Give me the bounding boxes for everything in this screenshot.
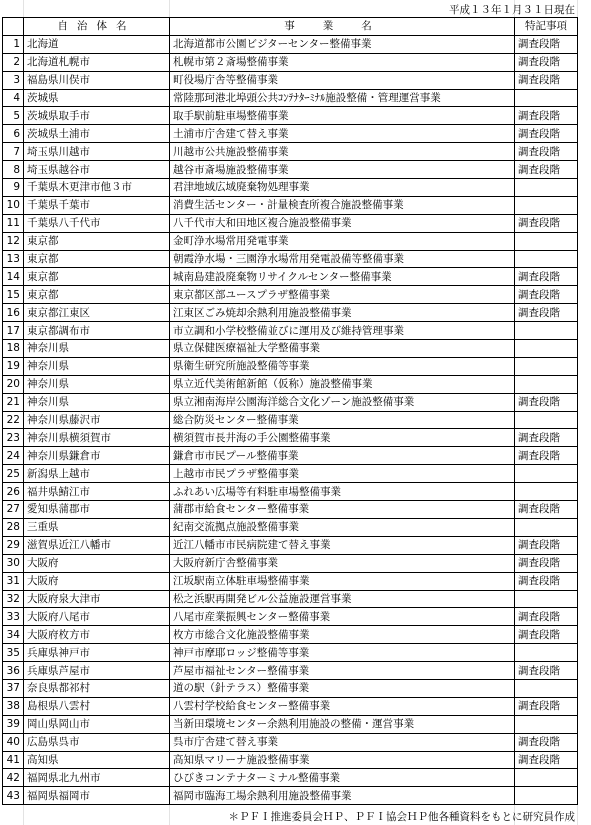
note-cell: 調査段階 [515,733,578,751]
table-row [3,697,578,715]
row-number: 4 [3,89,24,107]
row-number: 37 [3,679,24,697]
project-cell: 蒲郡市給食センター整備事業 [170,501,515,519]
table-row [3,250,578,268]
table-row [3,483,578,501]
table-row [3,662,578,680]
table-row [3,787,578,805]
municipality-cell: 千葉県木更津市他３市 [24,179,170,197]
project-cell: ひびきコンテナターミナル整備事業 [170,769,515,787]
table-row [3,268,578,286]
table-row [3,375,578,393]
note-cell: 調査段階 [515,501,578,519]
project-cell: 松之浜駅再開発ビル公益施設運営事業 [170,590,515,608]
municipality-cell: 神奈川県横須賀市 [24,429,170,447]
row-number: 8 [3,161,24,179]
project-cell: 東京都区部ユースプラザ整備事業 [170,286,515,304]
project-cell: 芦屋市福祉センター整備事業 [170,662,515,680]
municipality-cell: 埼玉県川越市 [24,143,170,161]
municipality-cell: 千葉県八千代市 [24,214,170,232]
note-cell: 調査段階 [515,626,578,644]
municipality-cell: 東京都 [24,286,170,304]
table-row [3,626,578,644]
project-cell: 大阪府新庁舎整備事業 [170,554,515,572]
municipality-cell: 北海道札幌市 [24,53,170,71]
row-number: 40 [3,733,24,751]
row-number: 29 [3,536,24,554]
note-cell: 調査段階 [515,393,578,411]
municipality-cell: 大阪府八尾市 [24,608,170,626]
row-number: 25 [3,465,24,483]
source-note: ＊ＰＦＩ推進委員会ＨＰ、ＰＦＩ協会ＨＰ他各種資料をもとに研究員作成 [228,811,575,823]
municipality-cell: 北海道 [24,35,170,53]
project-cell: 紀南交流拠点施設整備事業 [170,518,515,536]
municipality-cell: 神奈川県 [24,375,170,393]
table-row [3,35,578,53]
row-number: 23 [3,429,24,447]
project-cell: 札幌市第２斎場整備事業 [170,53,515,71]
table-row [3,429,578,447]
table-row [3,322,578,340]
table-row [3,715,578,733]
pfi-project-table [2,17,578,805]
municipality-cell: 兵庫県神戸市 [24,644,170,662]
table-row [3,393,578,411]
as-of-date: 平成１３年１月３１日現在 [449,4,575,16]
row-number: 20 [3,375,24,393]
table-row [3,518,578,536]
project-cell: 県立湘南海岸公園海洋総合文化ゾーン施設整備事業 [170,393,515,411]
municipality-cell: 茨城県取手市 [24,107,170,125]
project-cell: 上越市市民プラザ整備事業 [170,465,515,483]
municipality-cell: 千葉県千葉市 [24,196,170,214]
row-number: 43 [3,787,24,805]
row-number: 39 [3,715,24,733]
row-number: 26 [3,483,24,501]
table-row [3,53,578,71]
table-body [3,35,578,804]
table-row [3,536,578,554]
table-row [3,608,578,626]
municipality-cell: 神奈川県藤沢市 [24,411,170,429]
header-project: 事業名 [170,18,515,36]
municipality-cell: 島根県八雲村 [24,697,170,715]
municipality-cell: 福島県川俣市 [24,71,170,89]
project-cell: 北海道都市公園ビジターセンター整備事業 [170,35,515,53]
row-number: 31 [3,572,24,590]
note-cell [515,465,578,483]
row-number: 16 [3,304,24,322]
municipality-cell: 大阪府 [24,554,170,572]
note-cell: 調査段階 [515,304,578,322]
municipality-cell: 東京都 [24,250,170,268]
row-number: 3 [3,71,24,89]
table-row [3,304,578,322]
note-cell [515,769,578,787]
project-cell: 金町浄水場常用発電事業 [170,232,515,250]
row-number: 34 [3,626,24,644]
note-cell [515,787,578,805]
header-note: 特記事項 [515,18,578,36]
municipality-cell: 滋賀県近江八幡市 [24,536,170,554]
row-number: 10 [3,196,24,214]
project-cell: 福岡市臨海工場余熱利用施設整備事業 [170,787,515,805]
note-cell: 調査段階 [515,214,578,232]
municipality-cell: 東京都江東区 [24,304,170,322]
date-row [0,0,577,17]
project-cell: 常陸那珂港北埠頭公共ｺﾝﾃﾅﾀｰﾐﾅﾙ施設整備・管理運営事業 [170,89,515,107]
row-number: 28 [3,518,24,536]
table-row [3,590,578,608]
row-number: 24 [3,447,24,465]
table-header-row [3,18,578,36]
municipality-cell: 神奈川県 [24,340,170,358]
project-cell: 城南島建設廃棄物リサイクルセンター整備事業 [170,268,515,286]
table-row [3,769,578,787]
project-cell: 市立調和小学校整備並びに運用及び維持管理事業 [170,322,515,340]
row-number: 14 [3,268,24,286]
municipality-cell: 高知県 [24,751,170,769]
project-cell: 八千代市大和田地区複合施設整備事業 [170,214,515,232]
table-row [3,447,578,465]
project-cell: 当新田環境センター余熱利用施設の整備・運営事業 [170,715,515,733]
project-cell: 消費生活センター・計量検査所複合施設整備事業 [170,196,515,214]
project-cell: 土浦市庁舎建て替え事業 [170,125,515,143]
row-number: 33 [3,608,24,626]
municipality-cell: 神奈川県鎌倉市 [24,447,170,465]
municipality-cell: 神奈川県 [24,357,170,375]
note-cell [515,196,578,214]
project-cell: 近江八幡市市民病院建て替え事業 [170,536,515,554]
municipality-cell: 東京都 [24,232,170,250]
row-number: 12 [3,232,24,250]
project-cell: 横須賀市長井海の手公園整備事業 [170,429,515,447]
note-cell [515,518,578,536]
project-cell: 朝霞浄水場・三園浄水場常用発電設備等整備事業 [170,250,515,268]
municipality-cell: 広島県呉市 [24,733,170,751]
note-cell: 調査段階 [515,536,578,554]
note-cell: 調査段階 [515,751,578,769]
row-number: 6 [3,125,24,143]
project-cell: 道の駅（針テラス）整備事業 [170,679,515,697]
project-cell: 呉市庁舎建て替え事業 [170,733,515,751]
note-cell: 調査段階 [515,662,578,680]
note-cell [515,179,578,197]
row-number: 2 [3,53,24,71]
municipality-cell: 岡山県岡山市 [24,715,170,733]
note-cell: 調査段階 [515,143,578,161]
project-cell: 神戸市摩耶ロッジ整備等事業 [170,644,515,662]
project-cell: 江坂駅南立体駐車場整備事業 [170,572,515,590]
note-cell: 調査段階 [515,268,578,286]
table-row [3,465,578,483]
row-number: 1 [3,35,24,53]
municipality-cell: 福井県鯖江市 [24,483,170,501]
row-number: 30 [3,554,24,572]
note-cell [515,483,578,501]
row-number: 15 [3,286,24,304]
table-row [3,554,578,572]
note-cell [515,89,578,107]
project-cell: 県立近代美術館新館（仮称）施設整備事業 [170,375,515,393]
note-cell: 調査段階 [515,125,578,143]
note-cell [515,411,578,429]
project-cell: 鎌倉市市民プール整備事業 [170,447,515,465]
note-cell [515,679,578,697]
row-number: 9 [3,179,24,197]
project-cell: 川越市公共施設整備事業 [170,143,515,161]
table-row [3,125,578,143]
note-cell [515,357,578,375]
project-cell: 八尾市産業振興センター整備事業 [170,608,515,626]
project-cell: 総合防災センター整備事業 [170,411,515,429]
row-number: 27 [3,501,24,519]
project-cell: 町役場庁舎等整備事業 [170,71,515,89]
municipality-cell: 神奈川県 [24,393,170,411]
table-row [3,340,578,358]
municipality-cell: 愛知県蒲郡市 [24,501,170,519]
municipality-cell: 東京都 [24,268,170,286]
project-cell: 枚方市総合文化施設整備事業 [170,626,515,644]
project-cell: 高知県マリーナ施設整備事業 [170,751,515,769]
note-cell: 調査段階 [515,608,578,626]
header-number [3,18,24,36]
project-cell: 県衛生研究所施設整備等事業 [170,357,515,375]
table-row [3,179,578,197]
municipality-cell: 福岡県福岡市 [24,787,170,805]
row-number: 42 [3,769,24,787]
row-number: 18 [3,340,24,358]
table-row [3,107,578,125]
table-row [3,733,578,751]
table-row [3,411,578,429]
municipality-cell: 福岡県北九州市 [24,769,170,787]
municipality-cell: 奈良県都祁村 [24,679,170,697]
row-number: 41 [3,751,24,769]
note-cell [515,322,578,340]
table-row [3,644,578,662]
municipality-cell: 埼玉県越谷市 [24,161,170,179]
municipality-cell: 大阪府泉大津市 [24,590,170,608]
row-number: 32 [3,590,24,608]
municipality-cell: 大阪府枚方市 [24,626,170,644]
note-cell: 調査段階 [515,554,578,572]
table-row [3,357,578,375]
note-cell: 調査段階 [515,161,578,179]
row-number: 21 [3,393,24,411]
note-cell [515,590,578,608]
table-row [3,89,578,107]
note-cell: 調査段階 [515,286,578,304]
note-cell: 調査段階 [515,429,578,447]
note-cell [515,644,578,662]
project-cell: ふれあい広場等有料駐車場整備事業 [170,483,515,501]
row-number: 5 [3,107,24,125]
note-cell: 調査段階 [515,572,578,590]
header-municipality: 自治体名 [24,18,170,36]
note-cell [515,375,578,393]
table-row [3,232,578,250]
project-cell: 君津地域広域廃棄物処理事業 [170,179,515,197]
municipality-cell: 新潟県上越市 [24,465,170,483]
note-cell [515,715,578,733]
project-cell: 江東区ごみ焼却余熱利用施設整備事業 [170,304,515,322]
table-row [3,286,578,304]
table-row [3,679,578,697]
row-number: 19 [3,357,24,375]
project-cell: 八雲村学校給食センター整備事業 [170,697,515,715]
project-cell: 越谷市斎場施設整備事業 [170,161,515,179]
note-cell [515,250,578,268]
note-cell: 調査段階 [515,447,578,465]
row-number: 11 [3,214,24,232]
table-row [3,196,578,214]
municipality-cell: 茨城県 [24,89,170,107]
note-cell [515,340,578,358]
row-number: 13 [3,250,24,268]
row-number: 22 [3,411,24,429]
project-cell: 県立保健医療福祉大学整備事業 [170,340,515,358]
municipality-cell: 兵庫県芦屋市 [24,662,170,680]
row-number: 38 [3,697,24,715]
municipality-cell: 大阪府 [24,572,170,590]
table-row [3,214,578,232]
municipality-cell: 三重県 [24,518,170,536]
table-row [3,751,578,769]
table-row [3,161,578,179]
note-cell: 調査段階 [515,53,578,71]
table-row [3,501,578,519]
municipality-cell: 茨城県土浦市 [24,125,170,143]
row-number: 7 [3,143,24,161]
table-row [3,572,578,590]
row-number: 36 [3,662,24,680]
note-cell [515,232,578,250]
table-row [3,143,578,161]
municipality-cell: 東京都調布市 [24,322,170,340]
row-number: 17 [3,322,24,340]
table-row [3,71,578,89]
note-cell: 調査段階 [515,107,578,125]
note-cell: 調査段階 [515,71,578,89]
project-cell: 取手駅前駐車場整備事業 [170,107,515,125]
note-cell: 調査段階 [515,697,578,715]
note-cell: 調査段階 [515,35,578,53]
row-number: 35 [3,644,24,662]
